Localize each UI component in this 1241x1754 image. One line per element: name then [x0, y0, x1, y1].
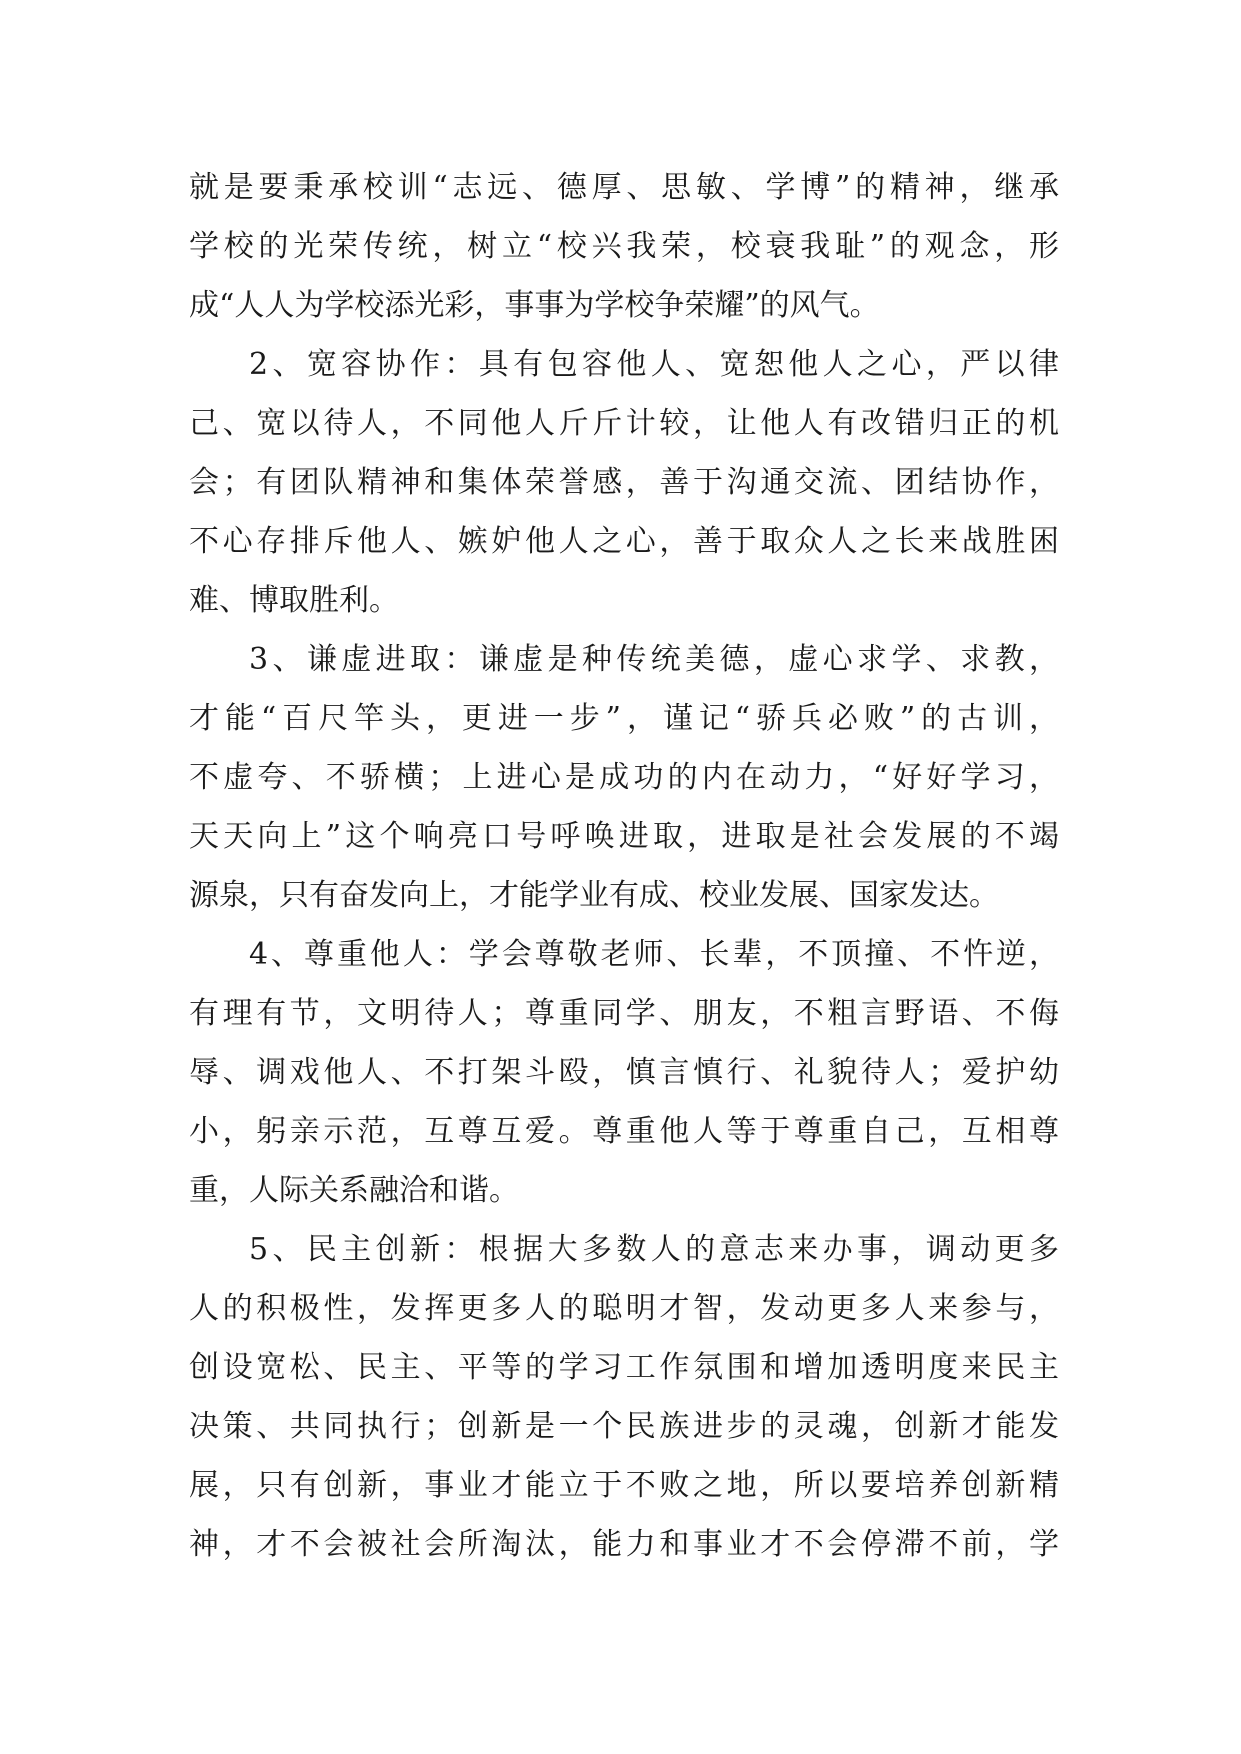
document-body: [189, 158, 1059, 1574]
text-line: 源泉，只有奋发向上，才能学业有成、校业发展、国家发达。: [189, 878, 999, 913]
text-line: 就是要秉承校训“志远、德厚、思敏、学博”的精神，继承: [189, 170, 1059, 205]
text-line: 重，人际关系融洽和谐。: [189, 1173, 519, 1208]
text-line: 2、宽容协作：具有包容他人、宽恕他人之心，严以律: [249, 347, 1059, 382]
text-line: 学校的光荣传统，树立“校兴我荣，校衰我耻”的观念，形: [189, 229, 1059, 264]
paragraph-item-3: [189, 630, 1059, 925]
text-line: 4、尊重他人：学会尊敬老师、长辈，不顶撞、不忤逆，: [249, 937, 1059, 972]
text-line: 展，只有创新，事业才能立于不败之地，所以要培养创新精: [189, 1468, 1059, 1503]
text-line: 辱、调戏他人、不打架斗殴，慎言慎行、礼貌待人；爱护幼: [189, 1055, 1059, 1090]
text-line: 创设宽松、民主、平等的学习工作氛围和增加透明度来民主: [189, 1350, 1059, 1385]
paragraph-intro-continuation: [189, 158, 1059, 335]
text-line: 会；有团队精神和集体荣誉感，善于沟通交流、团结协作，: [189, 465, 1059, 500]
paragraph-item-4: [189, 925, 1059, 1220]
text-line: 成“人人为学校添光彩，事事为学校争荣耀”的风气。: [189, 288, 880, 323]
text-line: 己、宽以待人，不同他人斤斤计较，让他人有改错归正的机: [189, 406, 1059, 441]
paragraph-item-5: [189, 1220, 1059, 1574]
text-line: 3、谦虚进取：谦虚是种传统美德，虚心求学、求教，: [249, 642, 1059, 677]
text-line: 不心存排斥他人、嫉妒他人之心，善于取众人之长来战胜困: [189, 524, 1059, 559]
text-line: 神，才不会被社会所淘汰，能力和事业才不会停滞不前，学: [189, 1527, 1059, 1562]
text-line: 才能“百尺竿头，更进一步”，谨记“骄兵必败”的古训，: [189, 701, 1059, 736]
paragraph-item-2: [189, 335, 1059, 630]
text-line: 人的积极性，发挥更多人的聪明才智，发动更多人来参与，: [189, 1291, 1059, 1326]
text-line: 决策、共同执行；创新是一个民族进步的灵魂，创新才能发: [189, 1409, 1059, 1444]
text-line: 不虚夸、不骄横；上进心是成功的内在动力，“好好学习，: [189, 760, 1059, 795]
text-line: 5、民主创新：根据大多数人的意志来办事，调动更多: [249, 1232, 1059, 1267]
text-line: 天天向上”这个响亮口号呼唤进取，进取是社会发展的不竭: [189, 819, 1059, 854]
text-line: 难、博取胜利。: [189, 583, 399, 618]
text-line: 有理有节，文明待人；尊重同学、朋友，不粗言野语、不侮: [189, 996, 1059, 1031]
text-line: 小，躬亲示范，互尊互爱。尊重他人等于尊重自己，互相尊: [189, 1114, 1059, 1149]
